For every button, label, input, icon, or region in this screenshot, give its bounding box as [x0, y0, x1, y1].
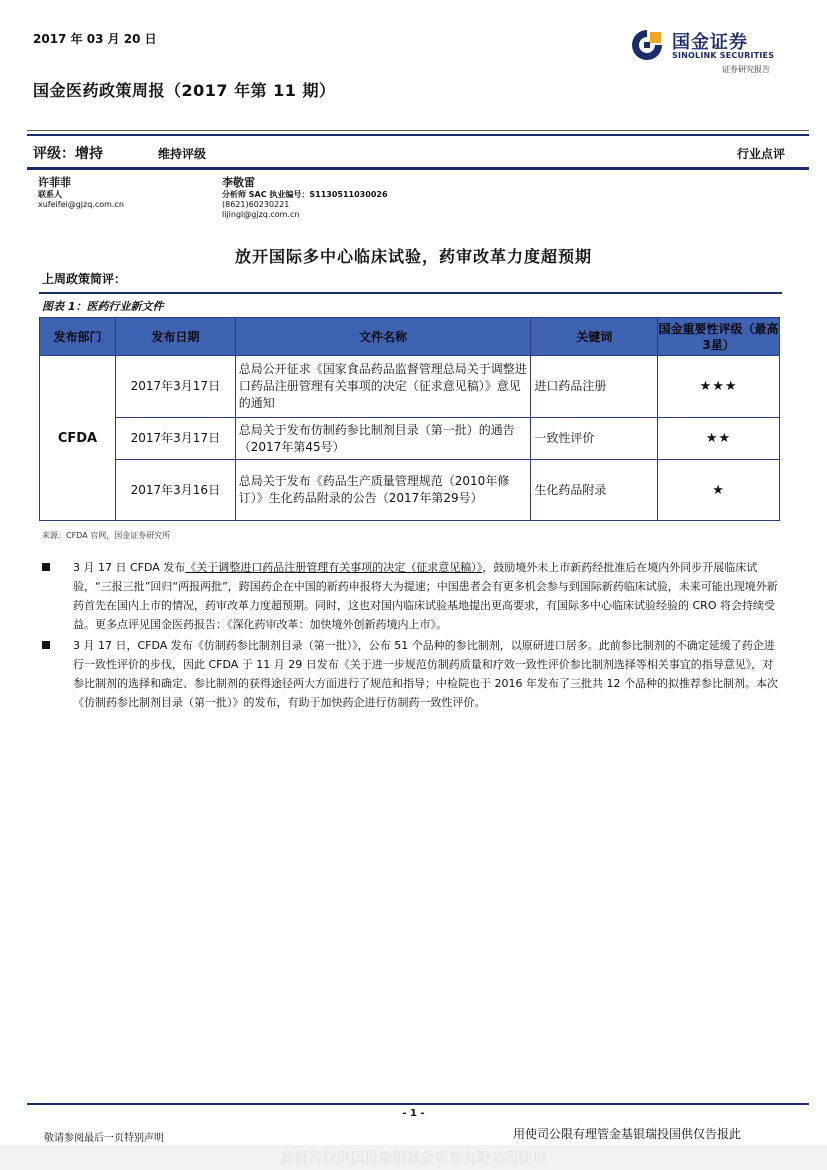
- bullet-square-icon: [42, 641, 50, 649]
- author-email[interactable]: lijingl@gjzq.com.cn: [222, 210, 300, 219]
- report-type: 行业点评: [736, 147, 785, 161]
- header-department: 发布部门: [40, 318, 116, 356]
- page-number: - 1 -: [402, 1108, 425, 1119]
- header-importance: 国金重要性评级（最高3星）: [658, 318, 780, 356]
- document-name-cell: 总局公开征求《国家食品药品监督管理总局关于调整进口药品注册管理有关事项的决定（征求意见稿）》意见的通知: [235, 356, 531, 418]
- document-link[interactable]: 《关于调整进口药品注册管理有关事项的决定（征求意见稿）》: [185, 561, 483, 574]
- sinolink-logo-icon: [630, 28, 666, 62]
- rating-label: 评级：增持: [33, 146, 103, 162]
- logo-subtitle: 证券研究报告: [722, 65, 770, 74]
- author-name: 李敬雷: [222, 176, 255, 189]
- table-row: [40, 356, 780, 418]
- header-document-name: 文件名称: [235, 318, 531, 356]
- keyword-cell: 进口药品注册: [531, 356, 658, 418]
- headline: 放开国际多中心临床试验，药审改革力度超预期: [234, 247, 592, 266]
- figure-title: 图表 1：医药行业新文件: [42, 300, 164, 313]
- document-name-cell: 总局关于发布仿制药参比制剂目录（第一批）的通告（2017年第45号）: [235, 418, 531, 460]
- logo-english-name: SINOLINK SECURITIES: [672, 51, 775, 60]
- commentary-list: [42, 558, 782, 714]
- author-analyst: [222, 176, 388, 220]
- rating-maintain: 维持评级: [158, 147, 207, 161]
- author-email[interactable]: xufeifei@gjzq.com.cn: [38, 200, 124, 209]
- date-cell: 2017年3月17日: [115, 418, 235, 460]
- author-phone: (8621)60230221: [222, 200, 290, 209]
- report-title: 国金医药政策周报（2017 年第 11 期）: [33, 81, 336, 100]
- header-keyword: 关键词: [531, 318, 658, 356]
- rating-row: [33, 143, 785, 163]
- footer-notice: 用使司公限有理管金基银瑞投国供仅告报此: [513, 1127, 742, 1141]
- date-cell: 2017年3月16日: [115, 460, 235, 521]
- figure-divider: [39, 292, 782, 294]
- list-item: [42, 558, 782, 634]
- date-cell: 2017年3月17日: [115, 356, 235, 418]
- rating-stars-cell: ★★★: [658, 356, 780, 418]
- company-logo: [630, 26, 800, 76]
- author-role: 分析师 SAC 执业编号：S1130511030026: [222, 190, 388, 199]
- watermark: 此报告仅供国投瑞银基金管理有限公司使用: [0, 1145, 827, 1170]
- table-row: [40, 418, 780, 460]
- header-divider: [27, 130, 809, 131]
- author-role: 联系人: [38, 190, 62, 199]
- keyword-cell: 生化药品附录: [531, 460, 658, 521]
- header-date: 发布日期: [115, 318, 235, 356]
- keyword-cell: 一致性评价: [531, 418, 658, 460]
- logo-chinese-name: 国金证券: [672, 32, 748, 53]
- author-name: 许菲菲: [38, 176, 71, 189]
- bullet-text-body: ，鼓励境外未上市新药经批准后在境内外同步开展临床试验，“三报三批”回归“两报两批”，跨国药企在中国的新药申报将大为提速；中国患者会有更多机会参与到国际新药临床试验，未来可能出现境外新药首先在国内上市的情况，药审改革力度超预期。同时，这也对国内临床试验基地提出更高要求，有国际多中心临床试验经验的 CRO 将会持续受益。更多点评见国金医药报告：《深化药审改革：加快境外创新药境内上市》。: [73, 561, 778, 631]
- list-item: [42, 636, 782, 712]
- rating-divider: [27, 167, 809, 170]
- header-divider-bold: [27, 134, 809, 136]
- disclaimer-note: 敬请参阅最后一页特别声明: [44, 1133, 164, 1144]
- table-row: [40, 460, 780, 521]
- table-header-row: [40, 318, 780, 356]
- section-title: 上周政策简评：: [42, 272, 127, 286]
- department-cell: CFDA: [40, 356, 116, 521]
- bullet-text-body: 3 月 17 日，CFDA 发布《仿制药参比制剂目录（第一批）》，公布 51 个品种的参比制剂，以原研进口居多。此前参比制剂的不确定延缓了药企进行一致性评价的步伐，因此 CFDA 于 11 月 29 日发布《关于进一步规范仿制药质量和疗效一致性评价参比制剂选择等相关事宜的指导意见》，对参比制剂的选择和确定、参比制剂的获得途径两大方面进行了规范和指导；中检院也于 2016 年发布了三批共 12 个品种的拟推荐参比制剂。本次《仿制药参比制剂目录（第一批）》的发布，有助于加快药企进行仿制药一致性评价。: [73, 639, 778, 709]
- rating-stars-cell: ★: [658, 460, 780, 521]
- author-contact: [38, 176, 124, 210]
- rating-stars-cell: ★★: [658, 418, 780, 460]
- report-date: 2017 年 03 月 20 日: [33, 32, 157, 46]
- bullet-square-icon: [42, 563, 50, 571]
- footer-divider: [27, 1103, 809, 1105]
- policy-table: [39, 317, 780, 521]
- bullet-text-intro: 3 月 17 日 CFDA 发布: [73, 561, 186, 574]
- table-source: 来源：CFDA 官网，国金证券研究所: [42, 531, 171, 540]
- document-name-cell: 总局关于发布《药品生产质量管理规范（2010年修订）》生化药品附录的公告（2017年第29号）: [235, 460, 531, 521]
